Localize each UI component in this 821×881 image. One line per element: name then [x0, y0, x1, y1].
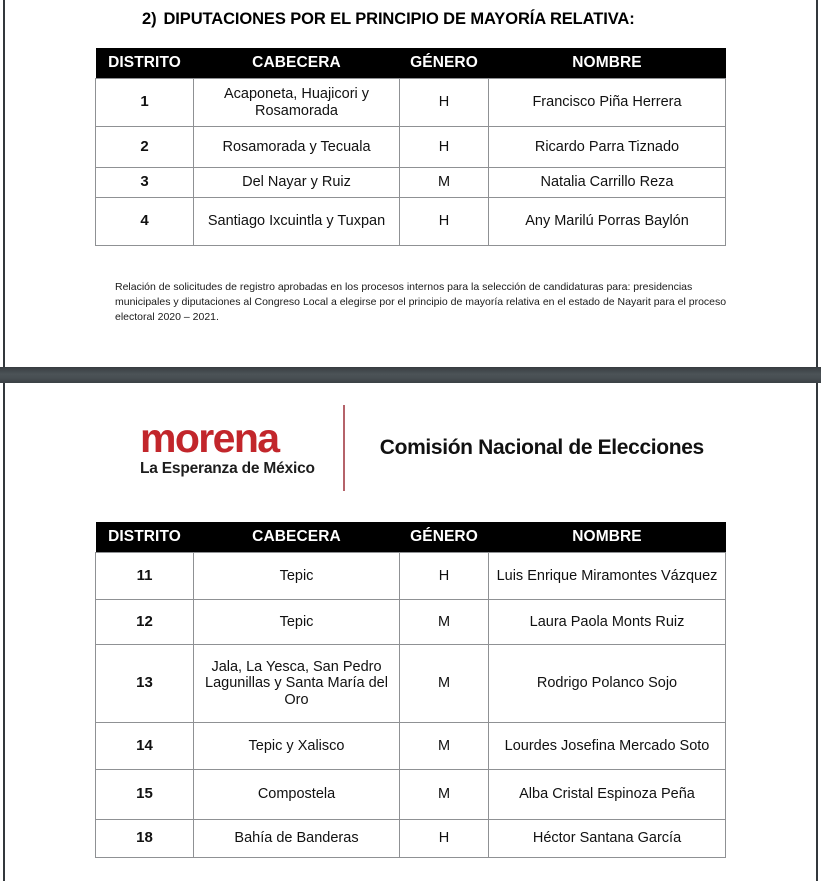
table-row	[96, 79, 726, 127]
cell-genero: M	[400, 723, 489, 770]
cell-genero: M	[400, 168, 489, 198]
cell-genero: H	[400, 198, 489, 246]
column-header-cabecera: CABECERA	[194, 522, 400, 553]
cell-genero: H	[400, 79, 489, 127]
table-row	[96, 127, 726, 168]
cell-genero: M	[400, 770, 489, 820]
table-header-row	[96, 48, 726, 79]
table-row	[96, 198, 726, 246]
table-row	[96, 645, 726, 723]
cell-cabecera: Compostela	[194, 770, 400, 820]
cell-cabecera: Tepic	[194, 553, 400, 600]
cell-cabecera: Santiago Ixcuintla y Tuxpan	[194, 198, 400, 246]
cell-genero: H	[400, 553, 489, 600]
cell-nombre: Any Marilú Porras Baylón	[489, 198, 726, 246]
cell-nombre: Luis Enrique Miramontes Vázquez	[489, 553, 726, 600]
cell-distrito: 2	[96, 127, 194, 168]
cell-distrito: 1	[96, 79, 194, 127]
morena-tagline: La Esperanza de México	[140, 460, 315, 478]
page-title	[142, 10, 635, 29]
cell-distrito: 12	[96, 600, 194, 645]
cell-cabecera: Tepic	[194, 600, 400, 645]
column-header-distrito: DISTRITO	[96, 522, 194, 553]
cell-genero: H	[400, 820, 489, 858]
cell-cabecera: Acaponeta, Huajicori y Rosamorada	[194, 79, 400, 127]
table-row	[96, 600, 726, 645]
cell-cabecera: Bahía de Banderas	[194, 820, 400, 858]
cell-distrito: 15	[96, 770, 194, 820]
cell-distrito: 4	[96, 198, 194, 246]
table-diputaciones-2	[95, 522, 726, 858]
section-number: 2)	[142, 10, 157, 28]
table-diputaciones-1	[95, 48, 726, 246]
cell-nombre: Ricardo Parra Tiznado	[489, 127, 726, 168]
cell-cabecera: Jala, La Yesca, San Pedro Lagunillas y Santa María del Oro	[194, 645, 400, 723]
cell-distrito: 13	[96, 645, 194, 723]
cell-distrito: 14	[96, 723, 194, 770]
column-header-genero: GÉNERO	[400, 522, 489, 553]
page-edge-right	[816, 0, 818, 881]
document-page-2	[5, 383, 816, 881]
cell-cabecera: Del Nayar y Ruiz	[194, 168, 400, 198]
document-page-1	[5, 0, 816, 367]
cell-nombre: Francisco Piña Herrera	[489, 79, 726, 127]
brand-header	[140, 403, 704, 493]
cell-nombre: Héctor Santana García	[489, 820, 726, 858]
cell-nombre: Natalia Carrillo Reza	[489, 168, 726, 198]
table-row	[96, 168, 726, 198]
column-header-nombre: NOMBRE	[489, 48, 726, 79]
table-header-row	[96, 522, 726, 553]
brand-subtitle: Comisión Nacional de Elecciones	[379, 436, 704, 459]
cell-genero: H	[400, 127, 489, 168]
column-header-distrito: DISTRITO	[96, 48, 194, 79]
morena-logo	[140, 415, 343, 478]
page-separator	[0, 367, 821, 383]
column-header-nombre: NOMBRE	[489, 522, 726, 553]
cell-nombre: Rodrigo Polanco Sojo	[489, 645, 726, 723]
cell-distrito: 18	[96, 820, 194, 858]
table-row	[96, 723, 726, 770]
footnote-text: Relación de solicitudes de registro aprobadas en los procesos internos para la selección de candidaturas para: presidencias municipales y diputaciones al Congreso Local a elegirse por el principio de mayoría relativa en el estado de Nayarit para el proceso electoral 2020 – 2021.	[115, 281, 727, 324]
cell-genero: M	[400, 645, 489, 723]
table-row	[96, 770, 726, 820]
cell-distrito: 3	[96, 168, 194, 198]
cell-cabecera: Rosamorada y Tecuala	[194, 127, 400, 168]
column-header-cabecera: CABECERA	[194, 48, 400, 79]
cell-nombre: Lourdes Josefina Mercado Soto	[489, 723, 726, 770]
cell-distrito: 11	[96, 553, 194, 600]
cell-genero: M	[400, 600, 489, 645]
section-title-text: DIPUTACIONES POR EL PRINCIPIO DE MAYORÍA RELATIVA:	[163, 10, 635, 28]
cell-nombre: Alba Cristal Espinoza Peña	[489, 770, 726, 820]
table-row	[96, 820, 726, 858]
column-header-genero: GÉNERO	[400, 48, 489, 79]
cell-nombre: Laura Paola Monts Ruiz	[489, 600, 726, 645]
cell-cabecera: Tepic y Xalisco	[194, 723, 400, 770]
table-row	[96, 553, 726, 600]
morena-wordmark: morena	[140, 415, 279, 462]
